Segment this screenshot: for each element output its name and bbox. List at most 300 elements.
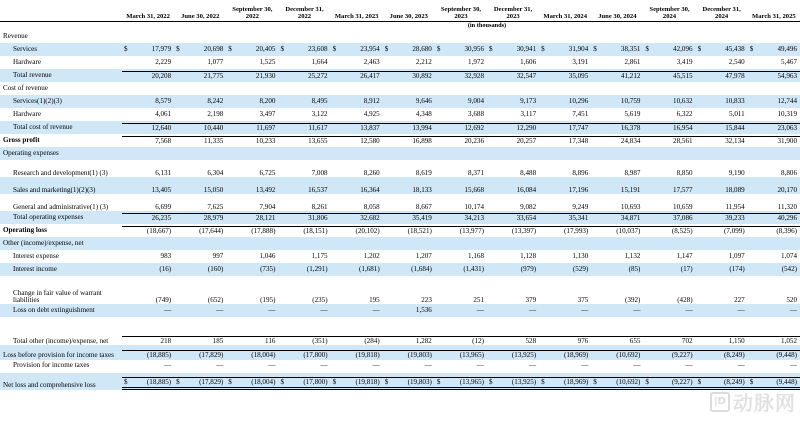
value: (9,227) (671, 378, 693, 387)
value: 8,261 (311, 202, 328, 211)
row-label: Total other (income)/expense, net (13, 336, 109, 345)
value-cell (591, 304, 643, 317)
value: (17,644) (199, 226, 224, 235)
value-cell (383, 194, 435, 211)
dollar-sign: $ (124, 378, 128, 387)
statement-row (0, 82, 800, 95)
value-wrap (383, 111, 435, 118)
value: (18,004) (251, 378, 276, 387)
period-header: March 31, 2024 (539, 0, 591, 22)
value-cell (487, 345, 539, 360)
statement-row (0, 237, 800, 250)
value: 10,632 (673, 96, 693, 105)
value: 6,699 (155, 202, 172, 211)
dollar-sign: $ (332, 378, 337, 387)
value-wrap (748, 297, 800, 304)
value: 30,956 (464, 44, 484, 53)
value-wrap (226, 59, 278, 66)
value-wrap (748, 307, 800, 314)
value: — (737, 305, 745, 314)
value: (18,151) (303, 226, 328, 235)
value-cell (278, 121, 330, 134)
value-wrap (226, 98, 278, 105)
value-cell (331, 224, 383, 237)
value-wrap (435, 297, 487, 304)
value-cell (383, 237, 435, 250)
value: 15,844 (725, 123, 745, 132)
value: 20,208 (151, 71, 172, 80)
value-wrap (174, 204, 226, 211)
value: 25,272 (308, 71, 328, 80)
value-wrap (278, 377, 330, 389)
value: — (789, 361, 797, 370)
dollar-sign: $ (489, 44, 493, 53)
header-label-blank (0, 0, 122, 22)
value-wrap (748, 59, 800, 66)
value: 1,175 (311, 251, 328, 260)
value: 379 (525, 295, 537, 304)
value: (18,969) (564, 351, 589, 360)
unit-note: (in thousands) (467, 21, 507, 29)
value-wrap (643, 59, 695, 66)
value: 8,371 (468, 168, 484, 177)
value-wrap (539, 307, 591, 314)
value: 4,925 (363, 109, 380, 118)
value-cell (331, 69, 383, 82)
value-cell (383, 224, 435, 237)
row-label: Loss on debt extinguishment (0, 304, 122, 317)
value-wrap (591, 307, 643, 314)
value: 116 (265, 336, 276, 345)
value: (19,803) (407, 351, 432, 360)
value-wrap (383, 204, 435, 211)
value-cell (435, 177, 487, 194)
value: — (268, 305, 276, 314)
value-cell (539, 194, 591, 211)
dollar-sign: $ (436, 44, 441, 53)
value-cell (435, 30, 487, 43)
dollar-sign: $ (749, 378, 754, 387)
value-wrap (696, 204, 748, 211)
value-cell (383, 345, 435, 360)
value-wrap (591, 123, 643, 132)
value-cell (383, 360, 435, 373)
value-wrap (122, 111, 174, 118)
value-cell (174, 134, 226, 147)
value-cell (174, 56, 226, 69)
value-wrap (643, 362, 695, 369)
value-wrap (487, 350, 539, 359)
value-cell (539, 237, 591, 250)
value-cell (539, 95, 591, 108)
value-cell (539, 224, 591, 237)
value-cell (174, 224, 226, 237)
value-cell (539, 43, 591, 56)
value: (529) (572, 264, 589, 273)
value: (17,829) (199, 351, 224, 360)
value-wrap (174, 377, 226, 389)
value: 10,759 (620, 96, 641, 105)
value-wrap (539, 187, 591, 194)
dollar-sign: $ (124, 44, 128, 53)
value-wrap (122, 336, 174, 345)
value-wrap (226, 46, 278, 53)
value-wrap (383, 213, 435, 222)
value-cell (383, 82, 435, 95)
value-wrap (383, 226, 435, 235)
value-wrap (278, 253, 330, 260)
value: 32,682 (360, 213, 380, 222)
statement-row (0, 194, 800, 211)
value-cell (174, 317, 226, 345)
value-cell (748, 276, 800, 304)
value: 28,979 (203, 213, 224, 222)
value-cell (331, 147, 383, 160)
value-cell (226, 177, 278, 194)
value-wrap (383, 136, 435, 145)
value-wrap (591, 111, 643, 118)
value-cell (331, 194, 383, 211)
value-cell (591, 211, 643, 224)
value-cell (331, 30, 383, 43)
value-cell (539, 160, 591, 177)
value-cell (174, 95, 226, 108)
value: 26,417 (360, 71, 380, 80)
value: 185 (212, 336, 224, 345)
value-wrap (539, 266, 591, 273)
value-cell (487, 250, 539, 263)
dollar-sign: $ (436, 378, 441, 387)
value-cell (748, 82, 800, 95)
value: — (320, 305, 328, 314)
value: 3,419 (676, 57, 693, 66)
value: 8,896 (572, 168, 589, 177)
value-wrap (591, 46, 643, 53)
value-wrap (487, 307, 539, 314)
value: 983 (160, 251, 172, 260)
statement-row (0, 147, 800, 160)
value: (8,249) (724, 351, 745, 360)
value: 1,130 (572, 251, 589, 260)
value-wrap (383, 307, 435, 314)
value-wrap (539, 46, 591, 53)
dollar-sign: $ (541, 44, 545, 53)
value: 976 (577, 336, 589, 345)
value: (19,818) (355, 351, 380, 360)
value-cell (122, 345, 174, 360)
value-wrap (539, 59, 591, 66)
value-wrap (383, 297, 435, 304)
value-wrap (539, 170, 591, 177)
value-cell (174, 160, 226, 177)
value: 9,646 (415, 96, 432, 105)
value-cell (643, 121, 695, 134)
value-cell (331, 108, 383, 121)
statement-row (0, 56, 800, 69)
value: (351) (312, 336, 328, 345)
value: 10,659 (673, 202, 693, 211)
statement-row (0, 69, 800, 82)
value-cell (696, 345, 748, 360)
value-cell (539, 276, 591, 304)
value-wrap (331, 336, 383, 345)
statement-row (0, 263, 800, 276)
value: 21,775 (203, 71, 224, 80)
value: 8,488 (520, 168, 537, 177)
value-cell (435, 250, 487, 263)
value-cell (226, 43, 278, 56)
row-label: Change in fair value of warrant liabilities (13, 288, 102, 304)
value: 17,747 (568, 123, 589, 132)
value: 1,074 (781, 251, 797, 260)
value-wrap (487, 98, 539, 105)
value: (18,004) (251, 351, 276, 360)
value: 4,348 (415, 109, 432, 118)
value-wrap (278, 336, 330, 345)
value-wrap (174, 71, 226, 80)
value: (428) (677, 295, 693, 304)
value-cell (643, 360, 695, 373)
value-cell (591, 56, 643, 69)
value: 17,979 (151, 44, 172, 53)
value-wrap (435, 377, 487, 389)
value-wrap (122, 213, 174, 222)
value-wrap (278, 204, 330, 211)
value-cell (748, 43, 800, 56)
value-cell (539, 134, 591, 147)
value: (542) (781, 264, 797, 273)
value-cell (539, 30, 591, 43)
value: (17,993) (564, 226, 589, 235)
value-cell (591, 69, 643, 82)
value-cell (591, 82, 643, 95)
value-cell (383, 250, 435, 263)
value-cell (383, 121, 435, 134)
value-cell (487, 43, 539, 56)
value-cell (643, 373, 695, 390)
value: — (476, 361, 484, 370)
value: (7,099) (724, 226, 745, 235)
value-cell (748, 250, 800, 263)
value: — (685, 361, 693, 370)
value: — (164, 305, 172, 314)
value: 12,290 (516, 123, 537, 132)
value: 12,580 (360, 136, 380, 145)
value-cell (226, 134, 278, 147)
value-wrap (643, 253, 695, 260)
value: 7,625 (207, 202, 224, 211)
value-wrap (539, 226, 591, 235)
value-wrap (696, 266, 748, 273)
value: 3,191 (572, 57, 589, 66)
value: 31,904 (568, 44, 589, 53)
value-wrap (435, 187, 487, 194)
value-wrap (226, 350, 278, 359)
value-cell (643, 56, 695, 69)
value-cell (487, 373, 539, 390)
value-cell (539, 250, 591, 263)
value-wrap (643, 98, 695, 105)
value: 16,378 (620, 123, 641, 132)
value-cell (331, 211, 383, 224)
value-wrap (435, 59, 487, 66)
value: 3,688 (468, 109, 484, 118)
value-wrap (487, 46, 539, 53)
value: 1,150 (728, 336, 745, 345)
value-wrap (435, 307, 487, 314)
value: — (216, 361, 224, 370)
value-cell (174, 304, 226, 317)
value: 17,196 (568, 185, 589, 194)
value-cell (383, 69, 435, 82)
value-cell (278, 345, 330, 360)
value-cell (748, 69, 800, 82)
value: 223 (421, 295, 432, 304)
row-label: Hardware (13, 57, 41, 66)
value: 13,655 (308, 136, 328, 145)
value-wrap (487, 136, 539, 145)
value-wrap (643, 350, 695, 359)
value-wrap (591, 336, 643, 345)
value: (17) (680, 264, 693, 273)
value-wrap (748, 71, 800, 80)
value-cell (174, 276, 226, 304)
value-wrap (383, 46, 435, 53)
value: 8,579 (155, 96, 172, 105)
value-wrap (643, 46, 695, 53)
value-cell (643, 304, 695, 317)
value-cell (226, 250, 278, 263)
value-cell (331, 121, 383, 134)
statement-row (0, 95, 800, 108)
value-cell (174, 108, 226, 121)
value-cell (591, 194, 643, 211)
value-cell (487, 237, 539, 250)
value-cell (643, 177, 695, 194)
value: (17,800) (303, 351, 328, 360)
value-cell (331, 360, 383, 373)
statement-row (0, 276, 800, 304)
value-wrap (278, 71, 330, 80)
value-cell (696, 317, 748, 345)
value-cell (331, 317, 383, 345)
row-label: Total cost of revenue (0, 121, 122, 134)
value: 227 (734, 295, 745, 304)
value-cell (278, 177, 330, 194)
value: 31,806 (308, 213, 328, 222)
value-wrap (748, 204, 800, 211)
value: 24,834 (620, 136, 641, 145)
value-cell (748, 224, 800, 237)
value: 13,492 (255, 185, 276, 194)
value-cell (383, 30, 435, 43)
value: — (268, 361, 276, 370)
value-cell (591, 345, 643, 360)
value-wrap (122, 136, 174, 145)
value-cell (696, 95, 748, 108)
value: 12,692 (464, 123, 484, 132)
value: 10,440 (203, 123, 224, 132)
value-cell (331, 134, 383, 147)
value-cell (383, 56, 435, 69)
value: — (372, 305, 380, 314)
value-wrap (278, 350, 330, 359)
value-wrap (226, 362, 278, 369)
dollar-sign: $ (593, 44, 597, 53)
row-label: Interest income (0, 263, 122, 276)
value-wrap (591, 362, 643, 369)
value: 49,496 (777, 44, 797, 53)
value-cell (122, 82, 174, 95)
value-wrap (278, 226, 330, 235)
value-wrap (226, 123, 278, 132)
value-cell (539, 345, 591, 360)
value: 6,725 (259, 168, 276, 177)
value-cell (748, 160, 800, 177)
value-cell (591, 360, 643, 373)
value: (8,249) (724, 378, 745, 387)
value-cell (696, 56, 748, 69)
value-wrap (591, 98, 643, 105)
value: 41,212 (620, 71, 641, 80)
value-cell (331, 82, 383, 95)
value: 2,540 (728, 57, 745, 66)
value-cell (696, 121, 748, 134)
value-wrap (591, 350, 643, 359)
value-wrap (331, 136, 383, 145)
value: 39,233 (725, 213, 745, 222)
value-wrap (696, 136, 748, 145)
value: 6,131 (155, 168, 172, 177)
statement-row (0, 304, 800, 317)
value-wrap (435, 98, 487, 105)
value-wrap (435, 213, 487, 222)
value: 8,806 (781, 168, 797, 177)
value-wrap (591, 213, 643, 222)
value: 23,954 (360, 44, 380, 53)
value-wrap (748, 98, 800, 105)
value-wrap (643, 71, 695, 80)
value-wrap (696, 187, 748, 194)
value-cell (122, 147, 174, 160)
value: 45,515 (673, 71, 693, 80)
value-cell (539, 373, 591, 390)
value: 8,850 (676, 168, 693, 177)
value-wrap (487, 59, 539, 66)
value: (19,803) (407, 378, 432, 387)
period-header: December 31, 2024 (696, 0, 748, 22)
value-wrap (643, 213, 695, 222)
value: 20,257 (516, 136, 537, 145)
value-cell (278, 30, 330, 43)
value-cell (435, 263, 487, 276)
value-cell (174, 43, 226, 56)
value: 23,608 (308, 44, 328, 53)
value-cell (122, 224, 174, 237)
value-wrap (383, 123, 435, 132)
value-wrap (487, 362, 539, 369)
value-cell (226, 147, 278, 160)
value-wrap (383, 98, 435, 105)
value-wrap (278, 297, 330, 304)
value-wrap (696, 253, 748, 260)
statement-row (0, 121, 800, 134)
value-cell (487, 95, 539, 108)
value-cell (226, 237, 278, 250)
value: 375 (577, 295, 589, 304)
value-cell (122, 30, 174, 43)
value-cell (539, 69, 591, 82)
